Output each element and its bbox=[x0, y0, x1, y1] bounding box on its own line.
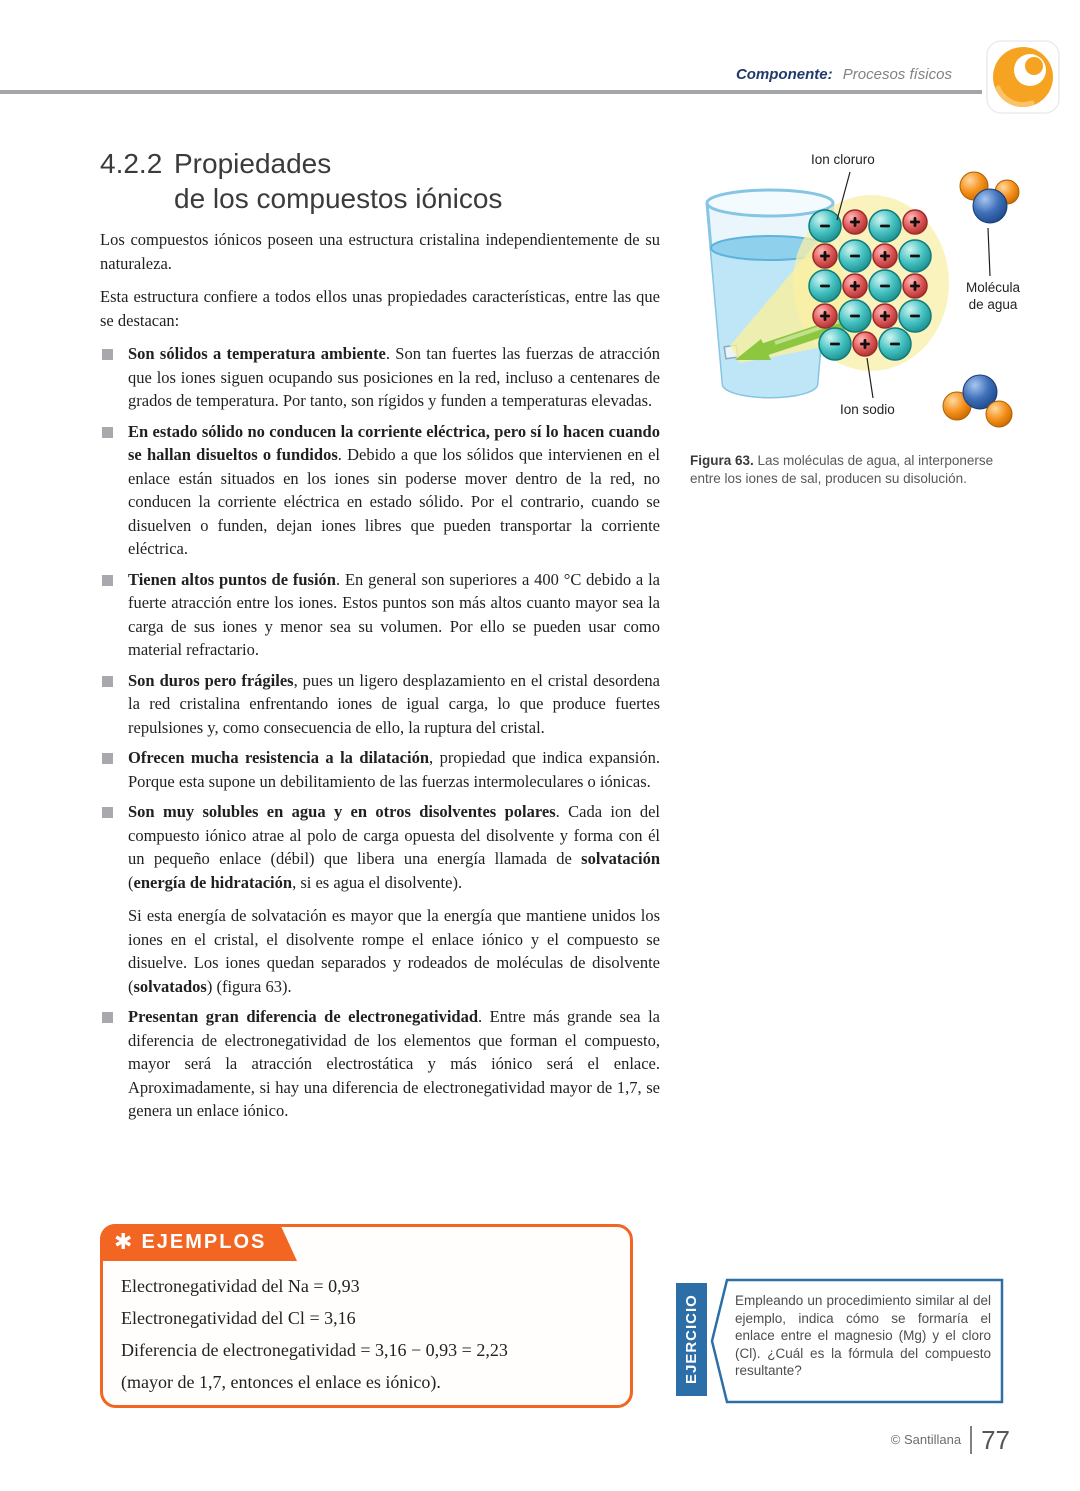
label-line bbox=[988, 228, 990, 276]
sodium-ion-icon bbox=[853, 332, 877, 356]
ejemplos-line: (mayor de 1,7, entonces el enlace es iónico). bbox=[121, 1372, 441, 1392]
section-number: 4.2.2 bbox=[100, 148, 163, 179]
sodium-ion-icon bbox=[903, 210, 927, 234]
sodium-ion-icon bbox=[813, 304, 837, 328]
section-title: Propiedades de los compuestos iónicos bbox=[174, 148, 503, 214]
bullet-square-icon bbox=[102, 575, 113, 586]
figure-caption bbox=[690, 452, 1010, 488]
copyright-text: © Santillana bbox=[890, 1431, 962, 1447]
bullet-square-icon bbox=[102, 807, 113, 818]
chloride-ion-icon bbox=[879, 328, 911, 360]
chloride-ion-icon bbox=[899, 240, 931, 272]
section-heading bbox=[100, 146, 660, 216]
bullet-item: Son muy solubles en agua y en otros disolventes polares. Cada ion del compuesto iónico atrae al polo de carga opuesta del disolvente y forma con él un pequeño enlace (débil) que libera una energía llamada de solvatación (energía de hidratación, si es agua el disolvente). bbox=[100, 800, 660, 894]
asterisk-icon: ✱ bbox=[114, 1229, 133, 1255]
bullet-item: Tienen altos puntos de fusión. En general son superiores a 400 °C debido a la fuerte atracción entre los iones. Estos puntos son más altos cuanto mayor sea la carga de sus iones y menor sea su volumen. Por ello se pueden usar como material refractario. bbox=[100, 568, 660, 662]
bullet-item: Ofrecen mucha resistencia a la dilatación, propiedad que indica expansión. Porque esta supone un debilitamiento de las fuerzas intermoleculares o iónicas. bbox=[100, 746, 660, 793]
ejemplos-line: Electronegatividad del Na = 0,93 bbox=[121, 1276, 360, 1296]
publisher-logo-icon bbox=[986, 40, 1060, 114]
figure-label-molecula-2: de agua bbox=[968, 297, 1018, 312]
ejercicio-label: EJERCICIO bbox=[676, 1283, 707, 1396]
chloride-ion-icon bbox=[839, 240, 871, 272]
ejercicio-text: Empleando un procedimiento similar al del ejemplo, indica cómo se formaría el enlace entre el magnesio (Mg) y el cloro (Cl). ¿Cuál es la fórmula del compuesto resultante? bbox=[735, 1293, 991, 1378]
sodium-ion-icon bbox=[873, 244, 897, 268]
ejemplos-line: Diferencia de electronegatividad = 3,16 − 0,93 = 2,23 bbox=[121, 1340, 508, 1360]
intro-paragraph: Esta estructura confiere a todos ellos unas propiedades características, entre las que se destacan: bbox=[100, 287, 660, 330]
page-footer bbox=[891, 1426, 1010, 1454]
bullet-item: Son duros pero frágiles, pues un ligero desplazamiento en el cristal desordena la red cristalina enfrentando iones de igual carga, lo que produce fuertes repulsiones y, como consecuencia de ello, la ruptura del cristal. bbox=[100, 669, 660, 740]
chloride-ion-icon bbox=[839, 300, 871, 332]
chloride-ion-icon bbox=[809, 270, 841, 302]
sodium-ion-icon bbox=[903, 274, 927, 298]
intro-paragraph: Los compuestos iónicos poseen una estructura cristalina independientemente de su naturaleza. bbox=[100, 230, 660, 273]
water-molecule-top-icon bbox=[960, 172, 1019, 223]
component-label: Componente: bbox=[735, 66, 833, 83]
main-text-column bbox=[100, 146, 660, 1130]
bullet-square-icon bbox=[102, 427, 113, 438]
water-molecule-bottom-icon bbox=[943, 375, 1012, 427]
chloride-ion-icon bbox=[899, 300, 931, 332]
page-number: 77 bbox=[970, 1426, 1010, 1454]
bullet-square-icon bbox=[102, 753, 113, 764]
figure-label-molecula-1: Molécula bbox=[965, 280, 1021, 295]
chloride-ion-icon bbox=[819, 328, 851, 360]
bullet-item: Presentan gran diferencia de electronegatividad. Entre más grande sea la diferencia de electronegatividad de los elementos que forman el compuesto, mayor será la atracción electrostática y más iónico será el enlace. Aproximadamente, si hay una diferencia de electronegatividad mayor de 1,7, se genera un enlace iónico. bbox=[100, 1005, 660, 1123]
ejemplos-box bbox=[100, 1224, 633, 1408]
properties-bullet-list bbox=[100, 342, 660, 1123]
bullet-square-icon bbox=[102, 349, 113, 360]
sodium-ion-icon bbox=[873, 304, 897, 328]
header-divider bbox=[0, 90, 982, 94]
chloride-ion-icon bbox=[809, 210, 841, 242]
figure-caption-label: Figura 63. bbox=[690, 453, 754, 468]
sodium-ion-icon bbox=[843, 274, 867, 298]
chloride-ion-icon bbox=[869, 270, 901, 302]
ejemplos-content bbox=[121, 1275, 614, 1403]
component-value: Procesos físicos bbox=[842, 66, 952, 83]
figure-label-ion-cloruro: Ion cloruro bbox=[811, 152, 875, 167]
ejemplos-title: EJEMPLOS bbox=[141, 1231, 267, 1253]
bullet-square-icon bbox=[102, 1012, 113, 1023]
bullet-item: En estado sólido no conducen la corriente eléctrica, pero sí lo hacen cuando se hallan disueltos o fundidos. Debido a que los sólidos que intervienen en el enlace están situados en los iones sin poderse mover dentro de la red, no conducen la corriente eléctrica en estado sólido. Por el contrario, cuando se disuelven o funden, dejan iones libres que pueden transportar la corriente eléctrica. bbox=[100, 420, 660, 561]
sodium-ion-icon bbox=[813, 244, 837, 268]
sodium-ion-icon bbox=[843, 210, 867, 234]
bullet-continuation: Si esta energía de solvatación es mayor que la energía que mantiene unidos los iones en el cristal, el disolvente rompe el enlace iónico y el compuesto se disuelve. Los iones quedan separados y rodeados de moléculas de disolvente (solvatados) (figura 63). bbox=[128, 906, 660, 996]
figure-63-illustration bbox=[685, 148, 1035, 448]
bullet-square-icon bbox=[102, 676, 113, 687]
bullet-item: Son sólidos a temperatura ambiente. Son tan fuertes las fuerzas de atracción que los iones siguen ocupando sus posiciones en la red, incluso a centenares de grados de temperatura. Por tanto, son rígidos y funden a temperaturas elevadas. bbox=[100, 342, 660, 413]
figure-caption-text: Las moléculas de agua, al interponerse entre los iones de sal, producen su disolución. bbox=[690, 453, 994, 486]
ejemplos-line: Electronegatividad del Cl = 3,16 bbox=[121, 1308, 356, 1328]
ejemplos-tab bbox=[100, 1224, 280, 1261]
figure-label-ion-sodio: Ion sodio bbox=[840, 402, 895, 417]
page-header bbox=[736, 66, 952, 83]
chloride-ion-icon bbox=[869, 210, 901, 242]
